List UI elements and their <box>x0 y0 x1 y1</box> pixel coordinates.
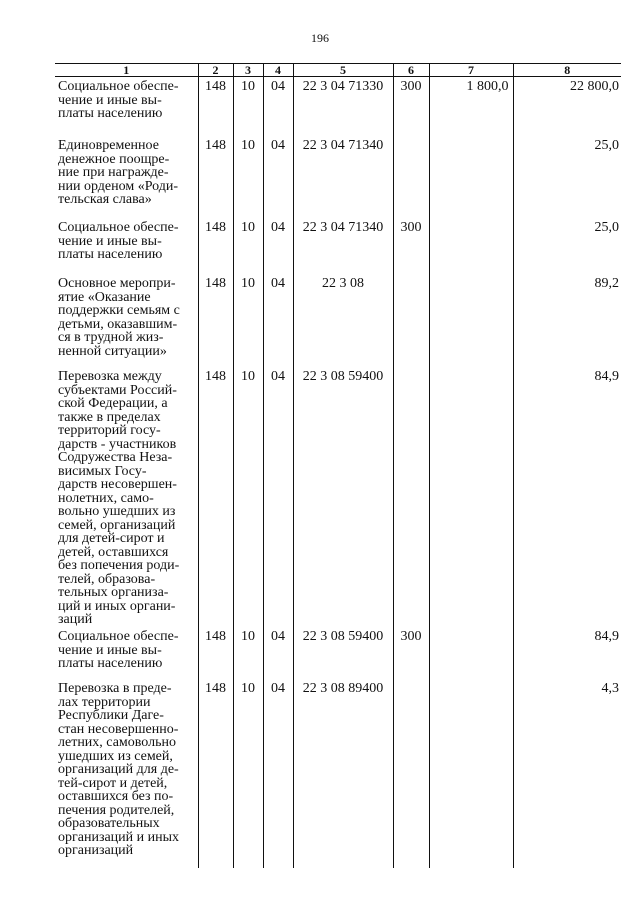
table-row <box>55 218 621 274</box>
table-row <box>55 367 621 627</box>
row-expense-type <box>393 367 429 627</box>
row-name: Основное меропри- ятие «Оказание поддержки семьям с детьми, оказавшим- ся в трудной жиз- ненной ситуации» <box>55 274 198 367</box>
row-section-code: 10 <box>233 77 263 137</box>
row-subsection-code: 04 <box>263 274 293 367</box>
row-target-article: 22 3 04 71330 <box>293 77 393 137</box>
row-target-article: 22 3 08 59400 <box>293 627 393 679</box>
row-target-article: 22 3 08 <box>293 274 393 367</box>
row-ministry-code: 148 <box>198 274 233 367</box>
header-col-4: 4 <box>263 64 293 77</box>
budget-table-container <box>55 63 621 868</box>
row-name: Социальное обеспе- чение и иные вы- платы населению <box>55 627 198 679</box>
row-subsection-code: 04 <box>263 367 293 627</box>
row-section-code: 10 <box>233 627 263 679</box>
row-target-article: 22 3 08 89400 <box>293 679 393 868</box>
row-name: Перевозка в преде- лах территории Республики Даге- стан несовершенно- летних, самовольно ушедших из семей, организаций для де- тей-сирот и детей, оставшихся без по- печения родителей, образовательных организаций и иных организаций <box>55 679 198 868</box>
row-subsection-code: 04 <box>263 218 293 274</box>
row-target-article: 22 3 08 59400 <box>293 367 393 627</box>
row-amount-col8: 84,9 <box>513 367 621 627</box>
header-col-5: 5 <box>293 64 393 77</box>
row-ministry-code: 148 <box>198 218 233 274</box>
row-subsection-code: 04 <box>263 136 293 218</box>
header-col-3: 3 <box>233 64 263 77</box>
row-ministry-code: 148 <box>198 367 233 627</box>
row-name: Социальное обеспе- чение и иные вы- платы населению <box>55 218 198 274</box>
row-ministry-code: 148 <box>198 627 233 679</box>
budget-table <box>55 63 621 868</box>
row-ministry-code: 148 <box>198 136 233 218</box>
row-subsection-code: 04 <box>263 627 293 679</box>
row-amount-col7 <box>429 274 513 367</box>
row-amount-col7 <box>429 218 513 274</box>
row-target-article: 22 3 04 71340 <box>293 218 393 274</box>
row-subsection-code: 04 <box>263 679 293 868</box>
row-amount-col8: 25,0 <box>513 136 621 218</box>
table-row <box>55 679 621 868</box>
row-amount-col7: 1 800,0 <box>429 77 513 137</box>
row-subsection-code: 04 <box>263 77 293 137</box>
table-row <box>55 136 621 218</box>
header-col-1: 1 <box>55 64 198 77</box>
row-expense-type <box>393 679 429 868</box>
row-expense-type <box>393 136 429 218</box>
row-amount-col7 <box>429 367 513 627</box>
row-section-code: 10 <box>233 218 263 274</box>
row-expense-type: 300 <box>393 77 429 137</box>
table-row <box>55 274 621 367</box>
table-row <box>55 77 621 137</box>
row-name: Социальное обеспе- чение и иные вы- платы населению <box>55 77 198 137</box>
row-ministry-code: 148 <box>198 679 233 868</box>
row-amount-col7 <box>429 679 513 868</box>
row-section-code: 10 <box>233 136 263 218</box>
header-col-2: 2 <box>198 64 233 77</box>
row-amount-col7 <box>429 627 513 679</box>
page-number: 196 <box>311 31 329 45</box>
row-name: Единовременное денежное поощре- ние при награжде- нии орденом «Роди- тельская слава» <box>55 136 198 218</box>
row-expense-type: 300 <box>393 218 429 274</box>
header-col-6: 6 <box>393 64 429 77</box>
row-section-code: 10 <box>233 679 263 868</box>
row-section-code: 10 <box>233 274 263 367</box>
row-amount-col8: 89,2 <box>513 274 621 367</box>
header-col-7: 7 <box>429 64 513 77</box>
row-ministry-code: 148 <box>198 77 233 137</box>
row-section-code: 10 <box>233 367 263 627</box>
row-name: Перевозка между субъектами Россий- ской Федерации, а также в пределах территорий госу- дарств - участников Содружества Неза- висимых Госу- дарств несовершен- нолетних, само- вольно ушедших из семей, организаций для детей-сирот и детей, оставшихся без попечения роди- телей, образова- тельных организа- ций и иных органи- заций <box>55 367 198 627</box>
row-amount-col8: 84,9 <box>513 627 621 679</box>
row-amount-col8: 22 800,0 <box>513 77 621 137</box>
table-row <box>55 627 621 679</box>
row-target-article: 22 3 04 71340 <box>293 136 393 218</box>
row-amount-col8: 4,3 <box>513 679 621 868</box>
row-amount-col8: 25,0 <box>513 218 621 274</box>
row-expense-type: 300 <box>393 627 429 679</box>
header-col-8: 8 <box>513 64 621 77</box>
row-amount-col7 <box>429 136 513 218</box>
header-row <box>55 64 621 77</box>
row-expense-type <box>393 274 429 367</box>
